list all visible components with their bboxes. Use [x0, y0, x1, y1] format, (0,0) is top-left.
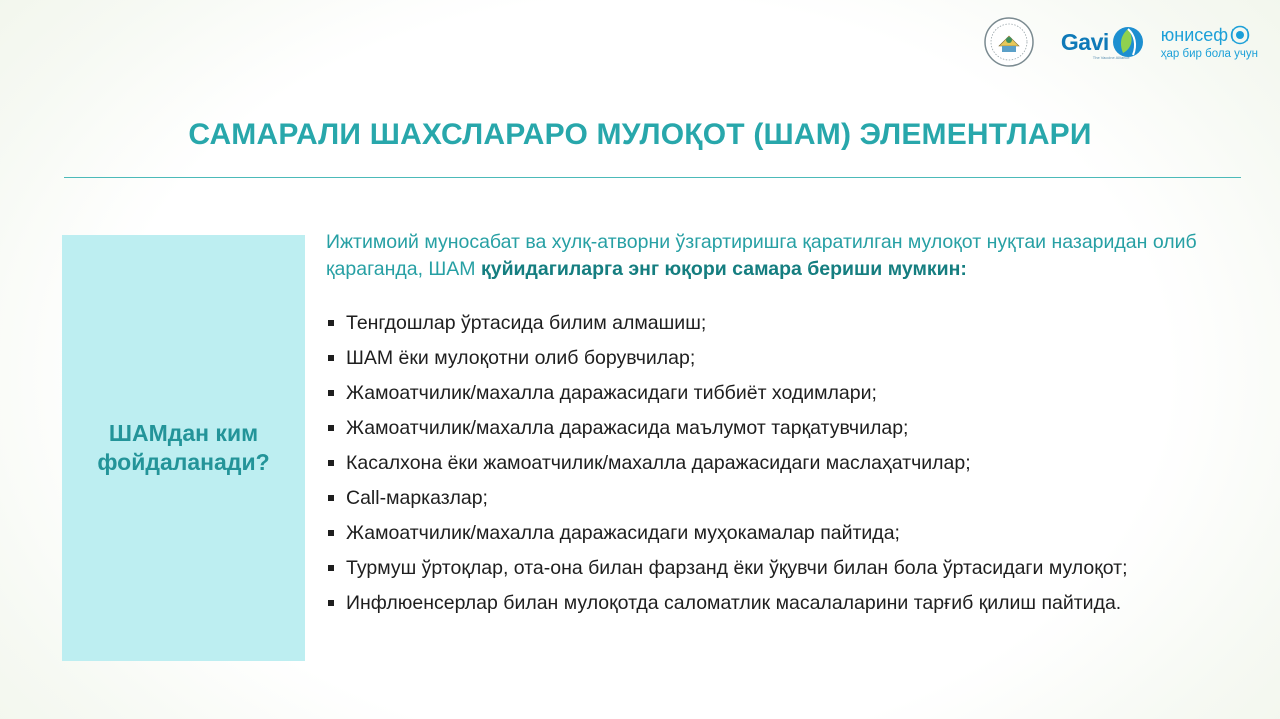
slide-title: САМАРАЛИ ШАХСЛАРАРО МУЛОҚОТ (ШАМ) ЭЛЕМЕНТЛАРИ — [188, 118, 1092, 151]
list-item: ШАМ ёки мулоқотни олиб борувчилар; — [328, 346, 1208, 370]
logo-bar — [983, 16, 1258, 68]
gavi-logo — [1061, 25, 1143, 60]
audience-list — [328, 311, 1208, 626]
list-item: Жамоатчилик/махалла даражасидаги тиббиёт ходимлари; — [328, 381, 1208, 405]
unicef-tagline: ҳар бир бола учун — [1160, 47, 1258, 60]
bullet-icon — [328, 460, 334, 466]
intro-paragraph — [326, 229, 1246, 283]
bullet-icon — [328, 320, 334, 326]
bullet-icon — [328, 530, 334, 536]
gavi-wordmark: Gavi — [1060, 28, 1109, 55]
unicef-emblem-icon — [1230, 25, 1250, 45]
bullet-icon — [328, 495, 334, 501]
intro-text: Ижтимоий муносабат ва хулқ-атворни ўзгартиришга қаратилган мулоқот нуқтаи назаридан олиб қараганда, ШАМ — [326, 231, 1197, 280]
gavi-subtitle: The Vaccine Alliance — [1092, 54, 1130, 60]
bullet-icon — [328, 600, 334, 606]
bullet-icon — [328, 565, 334, 571]
question-box — [62, 235, 305, 661]
question-line-1: ШАМдан ким — [108, 420, 259, 446]
intro-emphasis: қуйидагиларга энг юқори самара бериши мумкин: — [480, 258, 967, 280]
unicef-wordmark: юнисеф — [1160, 24, 1229, 45]
unicef-logo — [1161, 25, 1258, 60]
list-item: Турмуш ўртоқлар, ота-она билан фарзанд ёки ўқувчи билан бола ўртасидаги мулоқот; — [328, 556, 1208, 580]
title-divider — [64, 177, 1241, 178]
list-item: Жамоатчилик/махалла даражасида маълумот тарқатувчилар; — [328, 416, 1208, 440]
list-item: Call-марказлар; — [328, 486, 1208, 510]
list-item: Касалхона ёки жамоатчилик/махалла даражасидаги маслаҳатчилар; — [328, 451, 1208, 475]
bullet-icon — [328, 390, 334, 396]
list-item: Инфлюенсерлар билан мулоқотда саломатлик масалаларини тарғиб қилиш пайтида. — [328, 591, 1208, 615]
bullet-icon — [328, 355, 334, 361]
ministry-seal-icon — [983, 16, 1035, 68]
list-item: Жамоатчилик/махалла даражасидаги муҳокамалар пайтида; — [328, 521, 1208, 545]
list-item: Тенгдошлар ўртасида билим алмашиш; — [328, 311, 1208, 335]
bullet-icon — [328, 425, 334, 431]
question-line-2: фойдаланади? — [97, 449, 270, 475]
